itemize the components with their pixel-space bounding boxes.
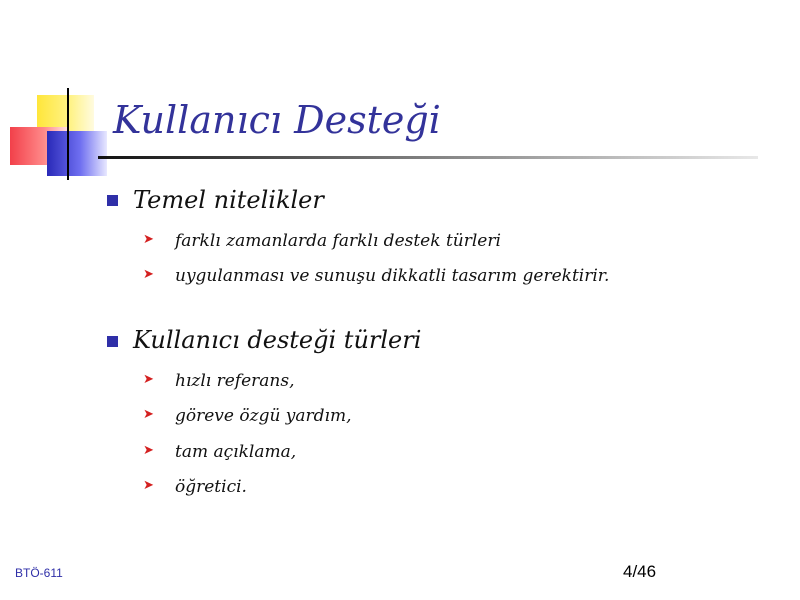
list-item: öğretici.	[175, 477, 247, 497]
square-bullet-icon	[107, 336, 118, 347]
slide-title: Kullanıcı Desteği	[113, 98, 441, 142]
square-bullet-icon	[107, 195, 118, 206]
arrow-bullet-icon: ➤	[143, 478, 154, 493]
arrow-bullet-icon: ➤	[143, 443, 154, 458]
blue-square-icon	[47, 131, 107, 176]
list-item: farklı zamanlarda farklı destek türleri	[175, 231, 501, 251]
list-item: göreve özgü yardım,	[175, 406, 352, 426]
list-item: uygulanması ve sunuşu dikkatli tasarım gerektirir.	[175, 266, 610, 286]
arrow-bullet-icon: ➤	[143, 372, 154, 387]
color-squares-logo	[0, 0, 120, 190]
section-heading: Kullanıcı desteği türleri	[133, 326, 422, 354]
arrow-bullet-icon: ➤	[143, 267, 154, 282]
arrow-bullet-icon: ➤	[143, 407, 154, 422]
list-item: hızlı referans,	[175, 371, 295, 391]
footer-course-code: BTÖ-611	[15, 566, 63, 580]
page-number: 4/46	[623, 562, 657, 581]
title-divider	[98, 156, 758, 159]
logo-vertical-line	[67, 88, 69, 180]
arrow-bullet-icon: ➤	[143, 232, 154, 247]
section-heading: Temel nitelikler	[133, 186, 324, 214]
list-item: tam açıklama,	[175, 442, 297, 462]
